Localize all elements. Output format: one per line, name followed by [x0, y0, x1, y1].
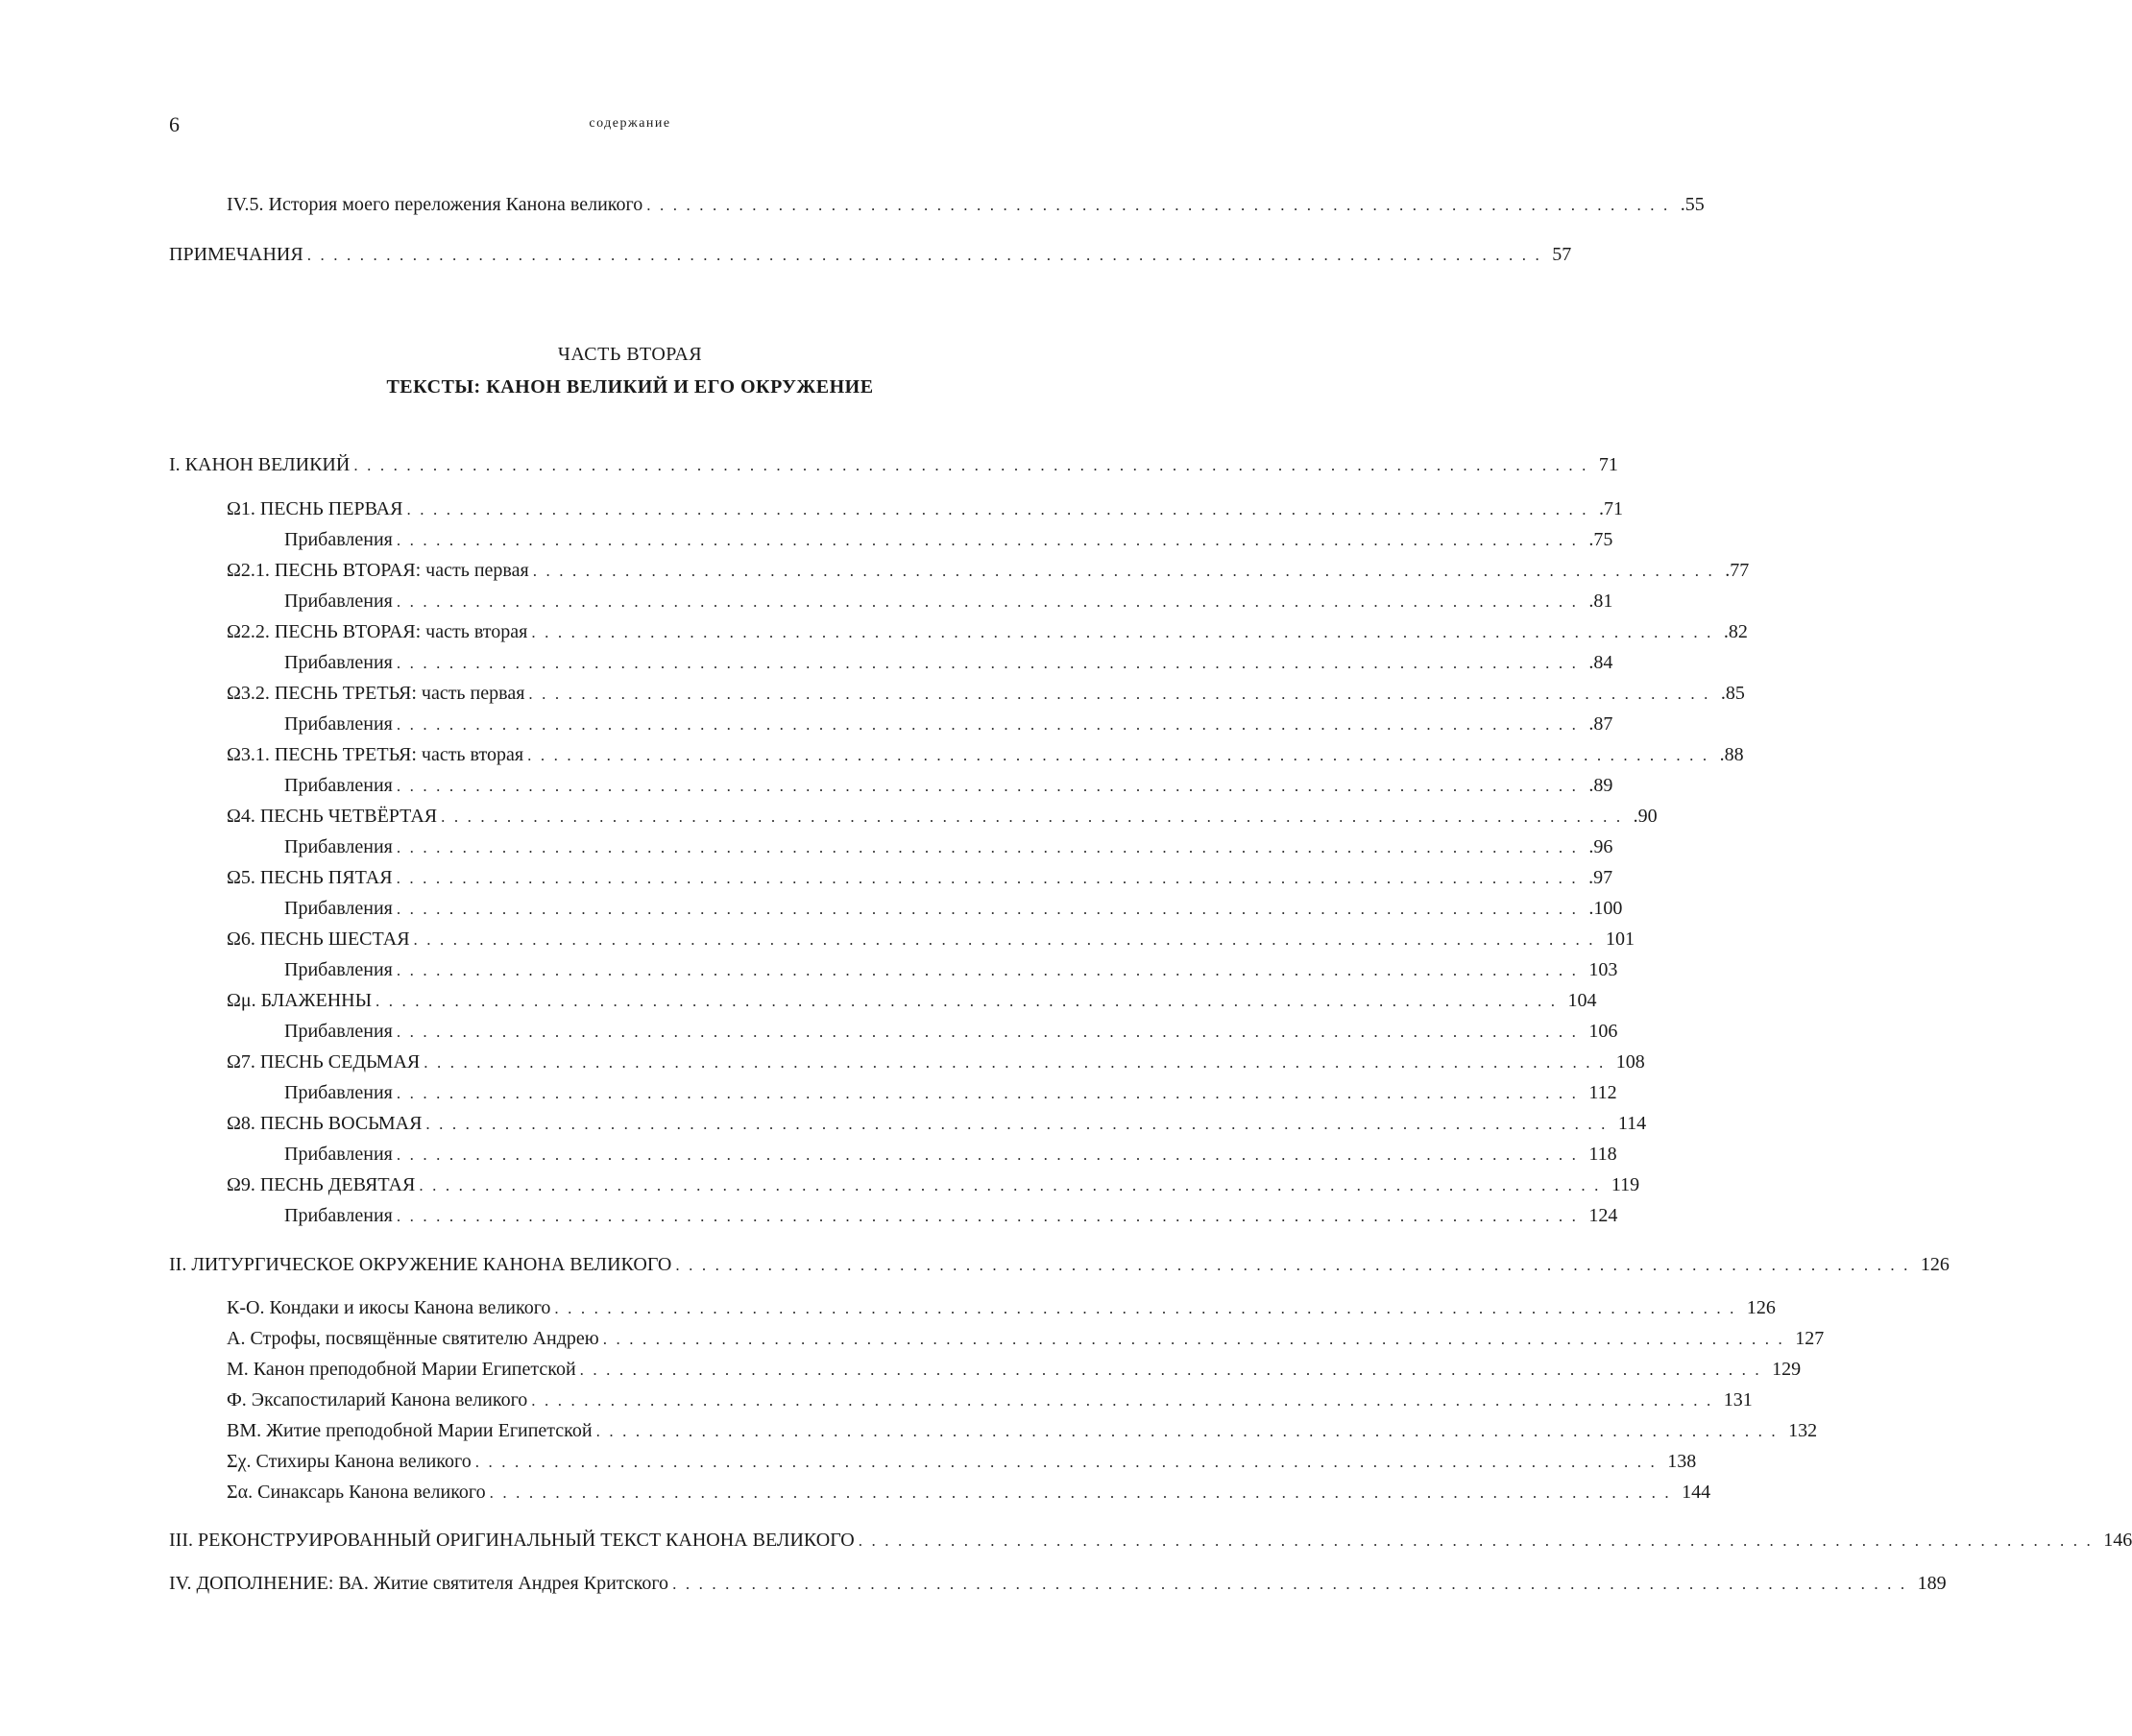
toc-entry[interactable] — [227, 1450, 1697, 1474]
leader-dots: .......................................................................................... — [424, 1053, 1612, 1072]
toc-entry-page: 119 — [1611, 1174, 1640, 1195]
toc-entry-title: Ω5. ПЕСНЬ ПЯТАЯ — [227, 867, 393, 888]
leader-dots: .............................................................................................. — [672, 1575, 1914, 1593]
toc-entry-title: Ф. Эксапостиларий Канона великого — [227, 1389, 528, 1410]
toc-entry-title: IV. ДОПОЛНЕНИЕ: ВА. Житие святителя Андрея Критского — [169, 1573, 669, 1594]
toc-entry[interactable] — [227, 1358, 1802, 1382]
toc-entry-title: I. КАНОН ВЕЛИКИЙ — [169, 454, 351, 475]
toc-entry-page: .97 — [1588, 867, 1613, 888]
toc-entry[interactable] — [284, 1020, 1618, 1044]
toc-entry-title: Ω1. ПЕСНЬ ПЕРВАЯ — [227, 498, 403, 519]
toc-entry-page: .71 — [1598, 498, 1623, 519]
part-label: ЧАСТЬ ВТОРАЯ — [557, 344, 703, 365]
toc-entry-title: Прибавления — [284, 591, 393, 612]
leader-dots: .......................................................................................... — [396, 900, 1586, 918]
toc-entry-page: .55 — [1680, 194, 1705, 215]
leader-dots: .............................................................................................. — [353, 456, 1595, 474]
running-title: содержание — [589, 116, 671, 131]
leader-dots: .............................................................................................. — [858, 1531, 2100, 1550]
leader-dots: .......................................................................................... — [595, 1422, 1785, 1440]
toc-section-supplement[interactable] — [169, 1572, 1947, 1596]
toc-entry-title: Прибавления — [284, 959, 393, 980]
toc-entry[interactable] — [284, 712, 1613, 736]
toc-entry-page: 108 — [1615, 1051, 1645, 1073]
toc-entry-title: Σχ. Стихиры Канона великого — [227, 1451, 472, 1472]
toc-entry-title: Ω6. ПЕСНЬ ШЕСТАЯ — [227, 928, 410, 950]
toc-entry[interactable] — [284, 1143, 1617, 1167]
leader-dots: .......................................................................................... — [396, 592, 1586, 611]
toc-entry-notes[interactable] — [169, 243, 1572, 267]
toc-entry[interactable] — [227, 928, 1635, 952]
toc-entry-page: 71 — [1598, 454, 1618, 475]
toc-entry[interactable] — [284, 1081, 1617, 1105]
leader-dots: .......................................................................................... — [528, 685, 1717, 703]
toc-entry-page: 106 — [1588, 1021, 1618, 1042]
toc-entry-page: 57 — [1552, 244, 1572, 265]
toc-entry[interactable] — [227, 805, 1658, 829]
toc-entry[interactable] — [227, 866, 1613, 890]
leader-dots: .......................................................................................... — [474, 1453, 1664, 1471]
toc-entry-page: 101 — [1606, 928, 1635, 950]
toc-entry-page: .87 — [1588, 713, 1613, 735]
toc-section-reconstructed[interactable] — [169, 1529, 2132, 1553]
toc-entry-title: Ω8. ПЕСНЬ ВОСЬМАЯ — [227, 1113, 423, 1134]
toc-entry-title: Прибавления — [284, 1021, 393, 1042]
toc-entry-page: .89 — [1588, 775, 1613, 796]
toc-entry-title: Прибавления — [284, 775, 393, 796]
leader-dots: .......................................................................................... — [396, 654, 1586, 672]
toc-entry-title: Прибавления — [284, 529, 393, 550]
leader-dots: .............................................................................................. — [675, 1256, 1917, 1274]
toc-entry-page: 103 — [1588, 959, 1618, 980]
toc-entry-title: Ω4. ПЕСНЬ ЧЕТВЁРТАЯ — [227, 806, 438, 827]
toc-entry[interactable] — [284, 1204, 1618, 1228]
toc-entry-title: Прибавления — [284, 1144, 393, 1165]
toc-entry-title: М. Канон преподобной Марии Египетской — [227, 1359, 576, 1380]
toc-entry[interactable] — [284, 774, 1613, 798]
toc-entry-page: 129 — [1772, 1359, 1802, 1380]
leader-dots: .......................................................................................... — [441, 808, 1630, 826]
toc-entry-page: 126 — [1920, 1254, 1950, 1275]
toc-entry-page: .84 — [1588, 652, 1613, 673]
toc-entry[interactable] — [227, 1388, 1753, 1412]
leader-dots: .......................................................................................... — [413, 930, 1603, 949]
toc-entry-page: 118 — [1588, 1144, 1617, 1165]
leader-dots: .......................................................................................... — [531, 1391, 1720, 1410]
toc-entry[interactable] — [284, 651, 1613, 675]
toc-entry-page: .96 — [1588, 836, 1613, 857]
toc-entry-page: 112 — [1588, 1082, 1617, 1103]
toc-entry-page: 126 — [1746, 1297, 1776, 1318]
toc-entry-page: .88 — [1719, 744, 1744, 765]
toc-entry-title: IV.5. История моего переложения Канона великого — [227, 194, 643, 215]
leader-dots: .......................................................................................... — [396, 531, 1586, 549]
toc-entry-title: Ω2.1. ПЕСНЬ ВТОРАЯ: часть первая — [227, 560, 529, 581]
leader-dots: .......................................................................................... — [396, 869, 1586, 887]
leader-dots: .............................................................................. — [646, 196, 1677, 214]
toc-entry[interactable] — [227, 743, 1744, 767]
leader-dots: .......................................................................................... — [396, 1207, 1586, 1225]
toc-entry[interactable] — [284, 958, 1618, 982]
toc-section-canon[interactable] — [169, 453, 1618, 477]
toc-entry-page: .82 — [1723, 621, 1748, 642]
toc-entry[interactable] — [227, 1327, 1825, 1351]
leader-dots: .......................................................................................... — [489, 1483, 1679, 1502]
toc-entry-page: .100 — [1588, 898, 1623, 919]
toc-entry-title: К-О. Кондаки и икосы Канона великого — [227, 1297, 551, 1318]
leader-dots: .......................................................................................... — [579, 1361, 1769, 1379]
leader-dots: .......................................................................................... — [396, 838, 1586, 856]
toc-entry-iv5[interactable] — [227, 193, 1705, 217]
page-number: 6 — [169, 112, 180, 136]
toc-entry-title: А. Строфы, посвящённые святителю Андрею — [227, 1328, 599, 1349]
leader-dots: .............................................................................................. — [306, 246, 1549, 264]
toc-entry[interactable] — [227, 989, 1597, 1013]
toc-entry[interactable] — [284, 528, 1613, 552]
toc-entry[interactable] — [227, 1173, 1640, 1197]
toc-entry[interactable] — [227, 620, 1748, 644]
toc-entry[interactable] — [284, 835, 1613, 859]
leader-dots: .......................................................................................... — [396, 1145, 1586, 1164]
toc-entry[interactable] — [227, 1296, 1776, 1320]
toc-entry-title: Ω7. ПЕСНЬ СЕДЬМАЯ — [227, 1051, 421, 1073]
leader-dots: .......................................................................................... — [527, 746, 1716, 764]
leader-dots: .......................................................................................... — [419, 1176, 1608, 1194]
toc-entry-title: ПРИМЕЧАНИЯ — [169, 244, 303, 265]
toc-entry-title: III. РЕКОНСТРУИРОВАННЫЙ ОРИГИНАЛЬНЫЙ ТЕКСТ КАНОНА ВЕЛИКОГО — [169, 1530, 855, 1551]
toc-entry-page: .90 — [1633, 806, 1658, 827]
leader-dots: .......................................................................................... — [532, 562, 1722, 580]
toc-entry[interactable] — [227, 1481, 1711, 1505]
toc-entry-page: 114 — [1617, 1113, 1647, 1134]
toc-entry[interactable] — [284, 590, 1613, 614]
toc-entry-title: Прибавления — [284, 898, 393, 919]
toc-entry[interactable] — [227, 1419, 1818, 1443]
leader-dots: .......................................................................................... — [554, 1299, 1743, 1317]
toc-entry[interactable] — [227, 1112, 1647, 1136]
leader-dots: .......................................................................................... — [531, 623, 1720, 641]
toc-entry-page: .77 — [1725, 560, 1750, 581]
toc-entry[interactable] — [227, 559, 1750, 583]
leader-dots: .......................................................................................... — [396, 715, 1586, 734]
leader-dots: .......................................................................................... — [425, 1115, 1614, 1133]
toc-entry-page: 138 — [1667, 1451, 1697, 1472]
toc-entry[interactable] — [227, 682, 1745, 706]
toc-entry-title: Прибавления — [284, 836, 393, 857]
toc-entry-title: Ωμ. БЛАЖЕННЫ — [227, 990, 373, 1011]
toc-entry[interactable] — [284, 897, 1623, 921]
toc-entry-title: Прибавления — [284, 1082, 393, 1103]
toc-entry-title: Ω3.1. ПЕСНЬ ТРЕТЬЯ: часть вторая — [227, 744, 524, 765]
leader-dots: .......................................................................................... — [396, 1023, 1586, 1041]
toc-entry-title: Σα. Синаксарь Канона великого — [227, 1482, 486, 1503]
leader-dots: .......................................................................................... — [406, 500, 1595, 518]
toc-entry[interactable] — [227, 1050, 1645, 1074]
toc-entry[interactable] — [227, 497, 1623, 521]
toc-entry-page: 104 — [1567, 990, 1597, 1011]
leader-dots: .......................................................................................... — [396, 777, 1586, 795]
toc-entry-title: Прибавления — [284, 713, 393, 735]
toc-entry-page: 131 — [1723, 1389, 1753, 1410]
leader-dots: .......................................................................................... — [396, 961, 1586, 979]
toc-entry-page: 189 — [1917, 1573, 1947, 1594]
toc-entry-page: 146 — [2103, 1530, 2132, 1551]
toc-entry-page: .85 — [1720, 683, 1745, 704]
toc-section-liturgical[interactable] — [169, 1253, 1950, 1277]
leader-dots: .......................................................................................... — [376, 992, 1564, 1010]
toc-entry-title: ВМ. Житие преподобной Марии Египетской — [227, 1420, 593, 1441]
toc-entry-page: 132 — [1788, 1420, 1818, 1441]
leader-dots: .......................................................................................... — [396, 1084, 1586, 1102]
toc-entry-page: .75 — [1588, 529, 1613, 550]
toc-entry-title: Прибавления — [284, 1205, 393, 1226]
leader-dots: .......................................................................................... — [602, 1330, 1792, 1348]
toc-entry-page: .81 — [1588, 591, 1613, 612]
toc-entry-page: 144 — [1682, 1482, 1711, 1503]
toc-entry-page: 127 — [1795, 1328, 1825, 1349]
toc-entry-title: II. ЛИТУРГИЧЕСКОЕ ОКРУЖЕНИЕ КАНОНА ВЕЛИКОГО — [169, 1254, 672, 1275]
toc-entry-title: Ω2.2. ПЕСНЬ ВТОРАЯ: часть вторая — [227, 621, 528, 642]
toc-entry-page: 124 — [1588, 1205, 1618, 1226]
toc-entry-title: Ω9. ПЕСНЬ ДЕВЯТАЯ — [227, 1174, 416, 1195]
toc-entry-title: Прибавления — [284, 652, 393, 673]
toc-entry-title: Ω3.2. ПЕСНЬ ТРЕТЬЯ: часть первая — [227, 683, 525, 704]
part-title: ТЕКСТЫ: КАНОН ВЕЛИКИЙ И ЕГО ОКРУЖЕНИЕ — [386, 376, 874, 398]
